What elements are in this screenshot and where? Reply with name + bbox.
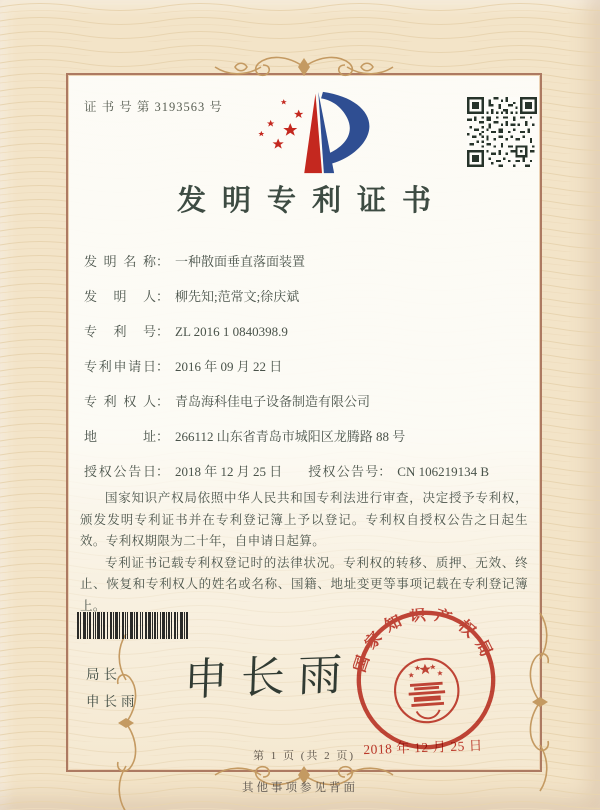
field-label: 发明名称 — [84, 254, 156, 269]
field-value: 266112 山东省青岛市城阳区龙腾路 88 号 — [175, 429, 406, 444]
certificate-number: 证 书 号 第 3193563 号 — [84, 100, 223, 114]
field-value: CN 106219134 B — [397, 464, 490, 479]
field-row-inventors — [84, 286, 528, 305]
field-row-grant-date-and-number — [84, 461, 528, 480]
certificate-frame — [66, 73, 542, 772]
field-value: ZL 2016 1 0840398.9 — [175, 324, 288, 339]
director-signature: 申长雨 — [183, 649, 356, 707]
legal-paragraph-1: 国家知识产权局依照中华人民共和国专利法进行审查，决定授予专利权，颁发发明专利证书并在专利登记簿上予以登记。专利权自授权公告之日起生效。专利权期限为二十年，自申请日起算。 — [80, 491, 528, 548]
field-label: 专利申请日 — [84, 359, 156, 374]
officer-block — [86, 661, 139, 715]
field-row-filing-date — [84, 356, 528, 375]
cnipa-logo-icon — [252, 87, 392, 177]
field-value: 青岛海科佳电子设备制造有限公司 — [175, 394, 371, 409]
field-value: 2018 年 12 月 25 日 — [175, 464, 283, 479]
field-value: 2016 年 09 月 22 日 — [175, 359, 283, 374]
field-colon: ： — [156, 464, 170, 479]
certificate-title: 发明专利证书 — [176, 185, 447, 217]
seal-ring-text: 国家知识产权局 — [349, 604, 500, 675]
page-number: 第 1 页 (共 2 页) — [252, 750, 356, 762]
field-colon: ： — [156, 359, 170, 374]
national-emblem-icon — [393, 657, 461, 725]
field-value: 柳先知;范常文;徐庆斌 — [175, 289, 300, 304]
legal-text — [80, 488, 528, 617]
back-side-note: 其他事项参见背面 — [242, 782, 358, 794]
field-row-address — [84, 426, 528, 445]
legal-paragraph-2: 专利证书记载专利权登记时的法律状况。专利权的转移、质押、无效、终止、恢复和专利权人的姓名或名称、国籍、地址变更等事项记载在专利登记簿上。 — [80, 555, 528, 613]
grant-number-group — [308, 461, 489, 480]
barcode-icon — [77, 612, 189, 639]
field-colon: ： — [156, 324, 170, 339]
field-label: 授权公告号 — [308, 464, 379, 479]
field-colon: ： — [156, 289, 170, 304]
seal-date: 2018 年 12 月 25 日 — [363, 737, 483, 758]
field-label: 地址 — [84, 429, 156, 444]
field-list — [84, 251, 528, 496]
field-label: 授权公告日 — [84, 464, 156, 479]
field-row-patent-number — [84, 321, 528, 340]
field-label: 专利权人 — [84, 394, 156, 409]
field-row-invention-name — [84, 251, 528, 270]
field-colon: ： — [156, 394, 170, 409]
officer-title: 局长 — [86, 667, 121, 682]
field-value: 一种散面垂直落面装置 — [175, 254, 306, 269]
qr-code-icon — [467, 97, 537, 167]
field-colon: ： — [156, 254, 170, 269]
flourish-ornament-top-icon — [209, 51, 399, 83]
flourish-ornament-right-icon — [524, 607, 556, 797]
officer-name: 申长雨 — [86, 694, 139, 709]
field-label: 发明人 — [84, 289, 156, 304]
field-row-patentee — [84, 391, 528, 410]
field-colon: ： — [156, 429, 170, 444]
field-colon: ： — [378, 464, 392, 479]
field-label: 专利号 — [84, 324, 156, 339]
